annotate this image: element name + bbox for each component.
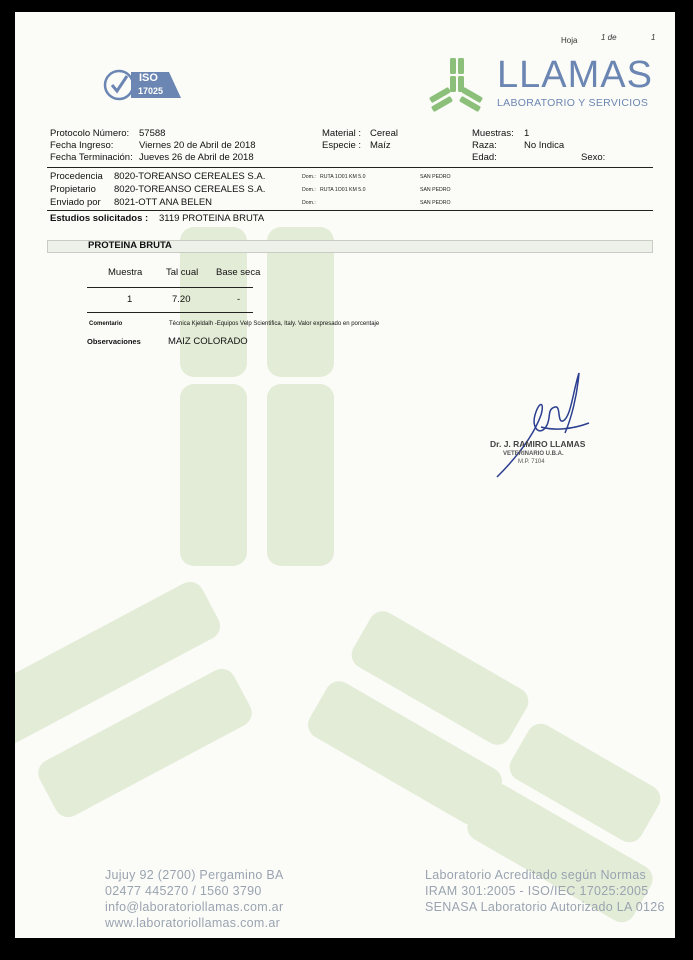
material-label: Material : [322, 128, 362, 139]
footer-accreditation-line: Laboratorio Acreditado según Normas [425, 868, 647, 882]
divider-mid [47, 210, 653, 211]
brand-name: LLAMAS [497, 54, 653, 96]
signature-mp: M.P. 7104 [518, 459, 545, 465]
ingreso-value: Viernes 20 de Abril de 2018 [139, 140, 256, 151]
brand-sub: LABORATORIO Y SERVICIOS [497, 97, 649, 109]
signature-block [485, 367, 605, 487]
terminacion-label: Fecha Terminación: [50, 152, 133, 163]
iso-top: ISO [139, 72, 158, 84]
iso-bottom: 17025 [138, 86, 164, 96]
llamas-logo [425, 56, 655, 112]
comentario-value: Técnica Kjeldalh -Equipos Velp Scientifica, Italy. Valor expresado en porcentaje [169, 321, 380, 327]
col-header-muestra: Muestra [108, 267, 143, 278]
col-header-base-seca: Base seca [216, 267, 261, 278]
cell-base-seca: - [237, 294, 241, 305]
page-total: 1 [651, 33, 656, 42]
footer-contact [105, 867, 284, 931]
signature-stroke-icon [485, 367, 605, 487]
raza-label: Raza: [472, 140, 497, 151]
especie-label: Especie : [322, 140, 362, 151]
section-title: PROTEINA BRUTA [88, 240, 172, 251]
material-value: Cereal [370, 128, 398, 139]
protocolo-value: 57588 [139, 128, 166, 139]
llamas-emblem-icon [425, 56, 489, 112]
footer-email: info@laboratoriollamas.com.ar [105, 900, 284, 914]
cell-tal-cual: 7.20 [172, 294, 191, 305]
col-header-tal-cual: Tal cual [166, 267, 199, 278]
signature-title: VETERINARIO U.B.A. [503, 451, 564, 457]
report-page: Hoja 1 de 1 ISO 17025 LLAMAS LABORATORIO Y SERVICIOS Protocolo Número: 57588 Fecha Ingreso: Viernes 20 de Abril de 2018 Fecha Terminación: Jueves 26 de Abril de 2018 Material : Cereal Especie : Maíz Muestras: 1 Raza: No Indica Edad: Sexo: Procedencia 8020-TOREANSO CEREALES S.A. Dom.: RUTA 1O01 KM 5.0 SAN PEDRO Propietario 8020-TOREANSO CEREALES S.A. Dom.: RUTA 1O01 KM 5.0 SAN PEDRO Enviado por 8021-OTT ANA BELEN Dom.: SAN PEDRO Estudios solicitados : 3119 PROTEINA BRUTA PROTEINA BRUTA Muestra Tal cual Base seca 1 7.20 - Comentario Técnica Kjeldalh -Equipos Velp Scientifica, Italy. Valor expresado en porcentaje Observaciones MAIZ COLORADO Dr. J. RAMIRO LLAMAS VETERINARIO U.B.A. M.P. 7104 Jujuy 92 (2700) Pergamino BA 02477 445270 / 1560 3790 info@laboratoriollamas.com.ar www.laboratoriollamas.com.ar Laboratorio Acreditado según Normas IRAM 301:2005 - ISO/IEC 17025:2005 SENASA Laboratorio Autorizado LA 0126 [15, 12, 675, 938]
edad-label: Edad: [472, 152, 497, 163]
iso-logo [103, 68, 183, 102]
hoja-label: Hoja [561, 36, 578, 45]
observaciones-value: MAIZ COLORADO [168, 336, 248, 347]
muestras-label: Muestras: [472, 128, 514, 139]
muestras-value: 1 [524, 128, 530, 139]
footer-accreditation [425, 867, 665, 915]
signature-name: Dr. J. RAMIRO LLAMAS [490, 439, 586, 449]
footer-accreditation-line: IRAM 301:2005 - ISO/IEC 17025:2005 [425, 884, 649, 898]
divider-top [47, 167, 653, 168]
ingreso-label: Fecha Ingreso: [50, 140, 114, 151]
raza-value: No Indica [524, 140, 565, 151]
footer-accreditation-line: SENASA Laboratorio Autorizado LA 0126 [425, 900, 665, 914]
footer-address: Jujuy 92 (2700) Pergamino BA [105, 868, 284, 882]
cell-muestra: 1 [127, 294, 133, 305]
estudios-label: Estudios solicitados : [50, 213, 149, 224]
table-rule-bottom [87, 312, 253, 313]
estudios-value: 3119 PROTEINA BRUTA [159, 213, 265, 224]
protocolo-label: Protocolo Número: [50, 128, 130, 139]
page-number: 1 de [601, 33, 617, 42]
footer-web: www.laboratoriollamas.com.ar [105, 916, 281, 930]
observaciones-label: Observaciones [87, 337, 141, 346]
footer-phone: 02477 445270 / 1560 3790 [105, 884, 262, 898]
comentario-label: Comentario [89, 321, 123, 327]
table-rule-top [87, 287, 253, 288]
sexo-label: Sexo: [581, 152, 606, 163]
especie-value: Maíz [370, 140, 391, 151]
section-bar [47, 240, 653, 253]
terminacion-value: Jueves 26 de Abril de 2018 [139, 152, 254, 163]
